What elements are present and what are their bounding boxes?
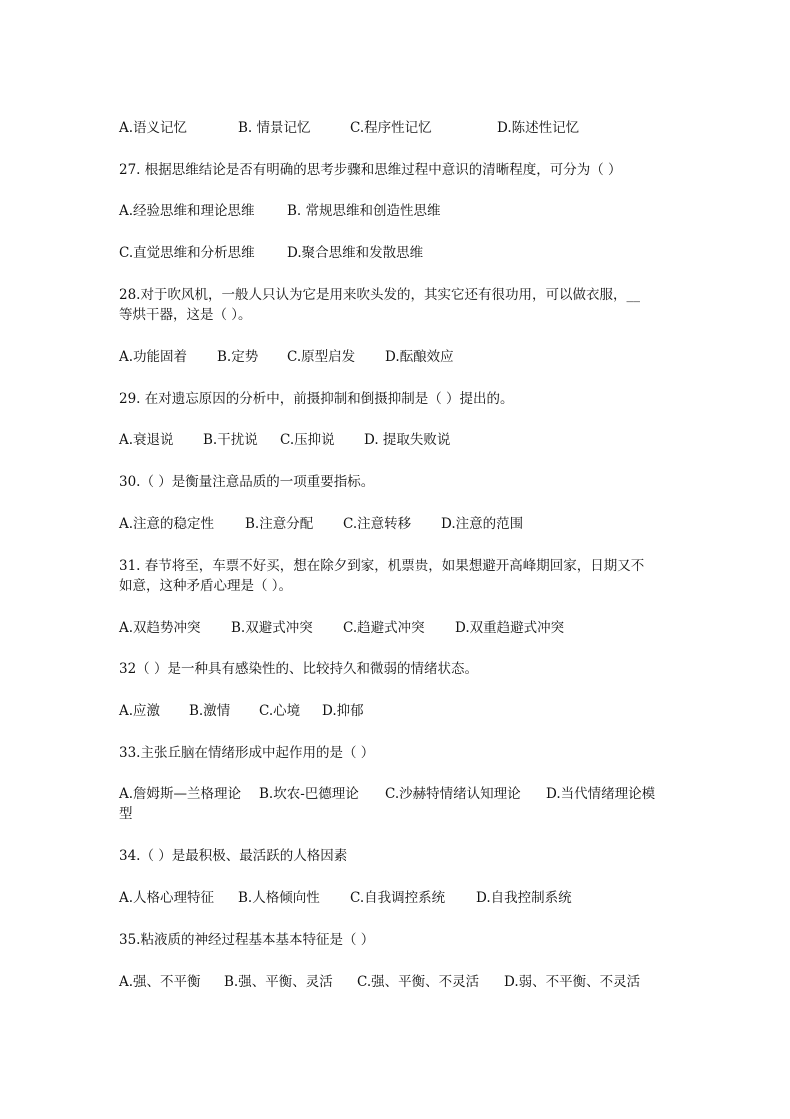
q32-option-a: A.应激 — [119, 703, 161, 719]
q29-option-b: B.干扰说 — [203, 432, 258, 448]
q32-stem: 32（ ）是一种具有感染性的、比较持久和微弱的情绪状态。 — [119, 661, 478, 677]
q30-option-b: B.注意分配 — [245, 516, 314, 532]
q31-option-d: D.双重趋避式冲突 — [455, 620, 565, 636]
q30-option-d: D.注意的范围 — [441, 516, 524, 532]
q34-option-a: A.人格心理特征 — [119, 890, 215, 906]
q35-stem: 35.粘液质的神经过程基本基本特征是（ ） — [119, 932, 375, 948]
q30-option-c: C.注意转移 — [343, 516, 412, 532]
q32-option-b: B.激情 — [189, 703, 231, 719]
q31-stem-line1: 31. 春节将至，车票不好买，想在除夕到家，机票贵，如果想避开高峰期回家，日期又不 — [119, 558, 645, 574]
q29-stem: 29. 在对遗忘原因的分析中，前摄抑制和倒摄抑制是（ ）提出的。 — [119, 391, 514, 407]
q26-option-c: C.程序性记忆 — [350, 120, 432, 136]
q27-option-a: A.经验思维和理论思维 — [119, 203, 255, 219]
q34-stem: 34.（ ）是最积极、最活跃的人格因素 — [119, 848, 348, 864]
q35-option-a: A.强、不平衡 — [119, 974, 201, 990]
q28-option-d: D.酝酿效应 — [385, 349, 454, 365]
q26-option-a: A.语义记忆 — [119, 120, 188, 136]
q28-stem-line2: 等烘干器，这是（ ）。 — [119, 307, 252, 323]
q29-option-d: D. 提取失败说 — [364, 432, 451, 448]
q28-option-a: A.功能固着 — [119, 349, 188, 365]
q26-option-b: B. 情景记忆 — [238, 120, 311, 136]
q33-option-a: A.詹姆斯—兰格理论 — [119, 786, 242, 802]
q34-option-b: B.人格倾向性 — [238, 890, 320, 906]
q27-option-d: D.聚合思维和发散思维 — [287, 245, 424, 261]
q31-option-a: A.双趋势冲突 — [119, 620, 201, 636]
q33-option-c: C.沙赫特情绪认知理论 — [385, 786, 521, 802]
q31-option-b: B.双避式冲突 — [231, 620, 313, 636]
q34-option-c: C.自我调控系统 — [350, 890, 446, 906]
q27-option-b: B. 常规思维和创造性思维 — [287, 203, 441, 219]
q28-option-c: C.原型启发 — [287, 349, 356, 365]
q29-option-c: C.压抑说 — [280, 432, 335, 448]
q27-stem: 27. 根据思维结论是否有明确的思考步骤和思维过程中意识的清晰程度，可分为（ ） — [119, 162, 622, 178]
q30-option-a: A.注意的稳定性 — [119, 516, 215, 532]
q30-stem: 30.（ ）是衡量注意品质的一项重要指标。 — [119, 474, 375, 490]
q31-stem-line2: 如意，这种矛盾心理是（ ）。 — [119, 578, 293, 594]
q34-option-d: D.自我控制系统 — [476, 890, 572, 906]
q26-option-d: D.陈述性记忆 — [497, 120, 580, 136]
q35-option-c: C.强、平衡、不灵活 — [357, 974, 480, 990]
q28-stem-line1: 28.对于吹风机，一般人只认为它是用来吹头发的，其实它还有很功用，可以做衣服，__ — [119, 287, 640, 303]
q33-option-b: B.坎农-巴德理论 — [259, 786, 359, 802]
q29-option-a: A.衰退说 — [119, 432, 174, 448]
q32-option-d: D.抑郁 — [322, 703, 364, 719]
q33-option-d-wrap: 型 — [119, 806, 133, 822]
q27-option-c: C.直觉思维和分析思维 — [119, 245, 255, 261]
q28-option-b: B.定势 — [217, 349, 259, 365]
q33-stem: 33.主张丘脑在情绪形成中起作用的是（ ） — [119, 745, 375, 761]
q32-option-c: C.心境 — [259, 703, 301, 719]
q33-option-d: D.当代情绪理论模 — [546, 786, 656, 802]
q35-option-b: B.强、平衡、灵活 — [224, 974, 333, 990]
q31-option-c: C.趋避式冲突 — [343, 620, 425, 636]
q35-option-d: D.弱、不平衡、不灵活 — [504, 974, 641, 990]
